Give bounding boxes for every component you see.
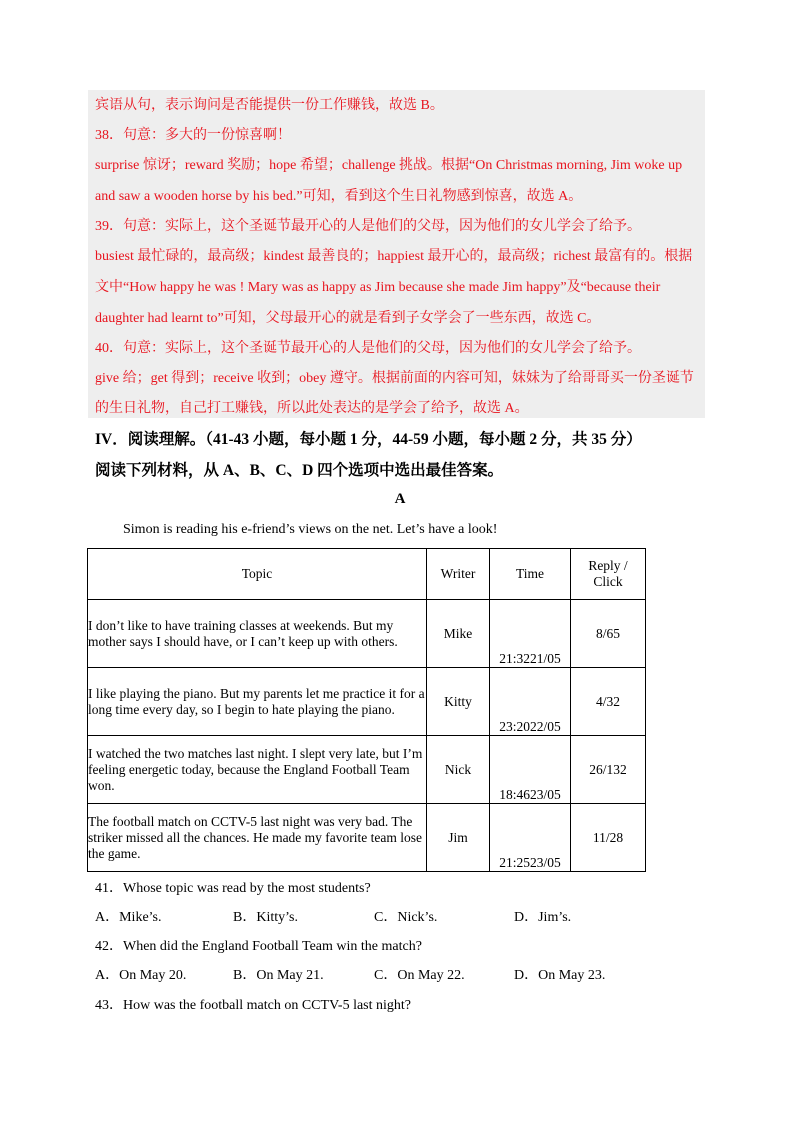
topic-cell: I watched the two matches last night. I slept very late, but I’m feeling energetic today, because the England Football Team won. [88, 736, 427, 804]
answer-line: 宾语从句，表示询问是否能提供一份工作赚钱，故选 B。 [95, 98, 444, 113]
table-row [88, 804, 646, 872]
topic-cell: I don’t like to have training classes at weekends. But my mother says I should have, or I can’t keep up with others. [88, 600, 427, 668]
option-c: C．Nick’s. [374, 910, 438, 925]
answer-line: give 给；get 得到；receive 收到；obey 遵守。根据前面的内容可知，妹妹为了给哥哥买一份圣诞节 [95, 371, 694, 386]
answer-line: 文中“How happy he was ! Mary was as happy as Jim because she made Jim happy”及“because their [95, 280, 661, 295]
topic-cell: I like playing the piano. But my parents let me practice it for a long time every day, so I begin to hate playing the piano. [88, 668, 427, 736]
option-a: A．On May 20. [95, 968, 187, 983]
section-instruction: 阅读下列材料，从 A、B、C、D 四个选项中选出最佳答案。 [95, 462, 504, 479]
passage-letter: A [394, 491, 406, 507]
reply-cell: 11/28 [571, 804, 646, 872]
answer-line: 38．句意：多大的一份惊喜啊！ [95, 128, 291, 143]
header-time: Time [490, 549, 571, 600]
passage-intro: Simon is reading his e-friend’s views on the net. Let’s have a look! [123, 522, 498, 537]
time-cell: 23:2022/05 [490, 668, 571, 736]
reply-cell: 26/132 [571, 736, 646, 804]
writer-cell: Kitty [427, 668, 490, 736]
option-a: A．Mike’s. [95, 910, 162, 925]
answer-line: busiest 最忙碌的，最高级；kindest 最善良的；happiest 最开心的，最高级；richest 最富有的。根据 [95, 249, 693, 264]
writer-cell: Jim [427, 804, 490, 872]
header-topic: Topic [88, 549, 427, 600]
question-stem: 43．How was the football match on CCTV-5 last night? [95, 998, 411, 1013]
answer-line: 40．句意：实际上，这个圣诞节最开心的人是他们的父母，因为他们的女儿学会了给予。 [95, 341, 641, 356]
option-b: B．Kitty’s. [233, 910, 298, 925]
option-d: D．On May 23. [514, 968, 606, 983]
section-title: IV．阅读理解。（41-43 小题，每小题 1 分，44-59 小题，每小题 2 分，共 35 分） [95, 431, 642, 448]
time-cell: 18:4623/05 [490, 736, 571, 804]
table-row [88, 600, 646, 668]
option-c: C．On May 22. [374, 968, 465, 983]
header-reply: Reply / [588, 558, 628, 573]
header-click: Click [593, 574, 623, 589]
views-table [87, 548, 646, 872]
time-cell: 21:3221/05 [490, 600, 571, 668]
writer-cell: Nick [427, 736, 490, 804]
question-stem: 41．Whose topic was read by the most students? [95, 881, 371, 896]
answer-line: 39．句意：实际上，这个圣诞节最开心的人是他们的父母，因为他们的女儿学会了给予。 [95, 219, 641, 234]
header-writer: Writer [427, 549, 490, 600]
answer-line: surprise 惊讶；reward 奖励；hope 希望；challenge 挑战。根据“On Christmas morning, Jim woke up [95, 158, 683, 173]
header-reply-click [571, 549, 646, 600]
time-cell: 21:2523/05 [490, 804, 571, 872]
option-b: B．On May 21. [233, 968, 324, 983]
answer-line: daughter had learnt to”可知，父母最开心的就是看到子女学会了一些东西，故选 C。 [95, 311, 601, 326]
table-header-row [88, 549, 646, 600]
writer-cell: Mike [427, 600, 490, 668]
answer-line: and saw a wooden horse by his bed.”可知，看到这个生日礼物感到惊喜，故选 A。 [95, 189, 583, 204]
question-stem: 42．When did the England Football Team win the match? [95, 939, 422, 954]
topic-cell: The football match on CCTV-5 last night was very bad. The striker missed all the chances. He made my favorite team lose the game. [88, 804, 427, 872]
table-row [88, 736, 646, 804]
reply-cell: 8/65 [571, 600, 646, 668]
answer-line: 的生日礼物，自己打工赚钱，所以此处表达的是学会了给予，故选 A。 [95, 401, 529, 416]
table-row [88, 668, 646, 736]
reply-cell: 4/32 [571, 668, 646, 736]
option-d: D．Jim’s. [514, 910, 572, 925]
